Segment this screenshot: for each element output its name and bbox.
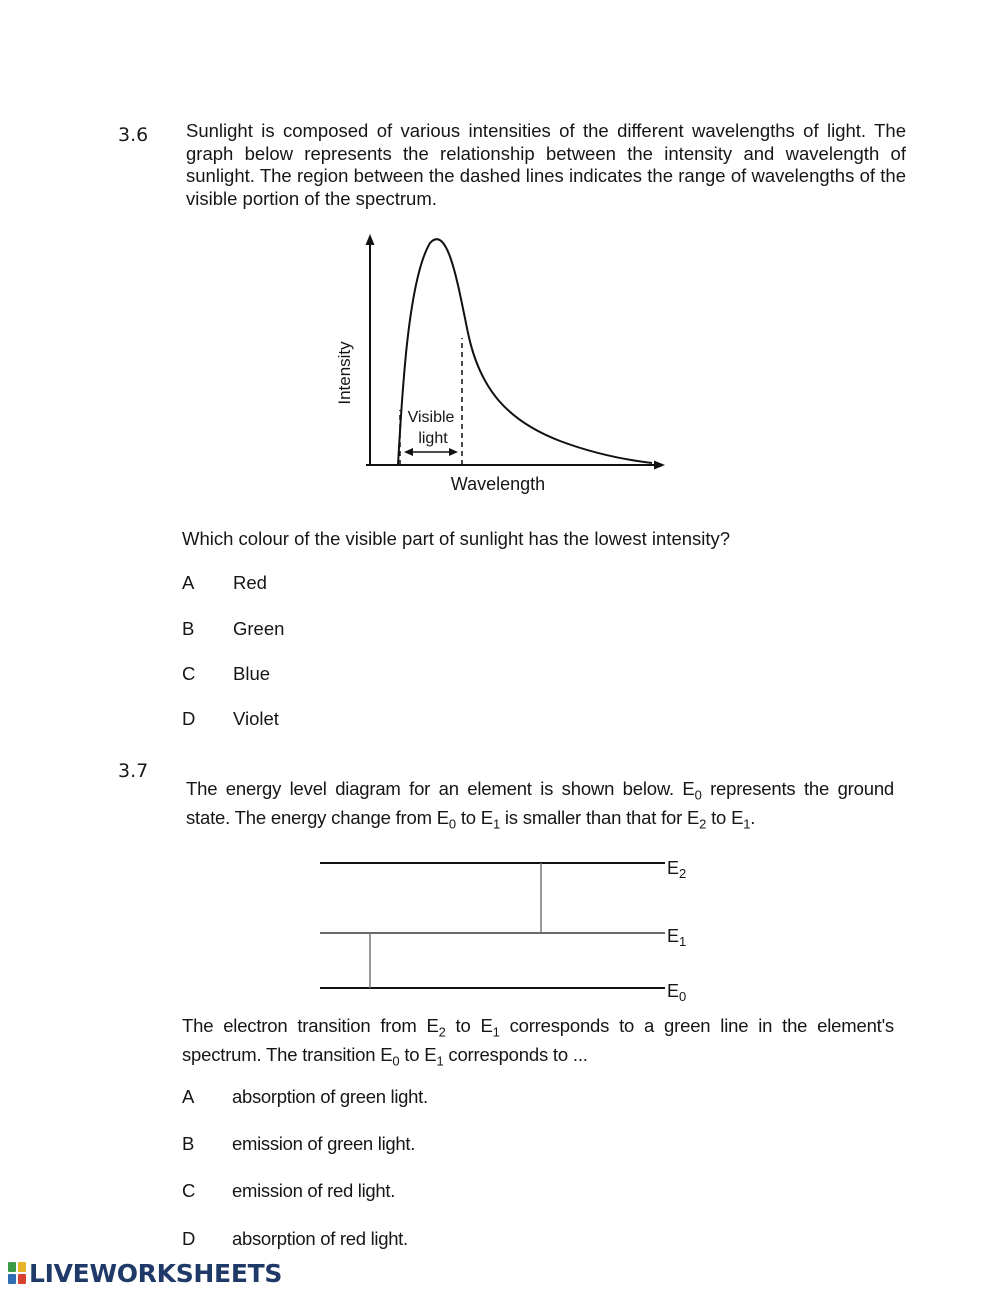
question-3-6-stem: Which colour of the visible part of sunlight has the lowest intensity? [182, 528, 731, 549]
stem-subscript: 1 [436, 1053, 444, 1069]
intro-text: The energy level diagram for an element is shown below. E [186, 778, 695, 799]
option-text[interactable]: Green [233, 618, 285, 639]
stem-subscript: 0 [392, 1053, 400, 1069]
option-text[interactable]: absorption of red light. [232, 1228, 408, 1249]
intensity-wavelength-graph [320, 225, 680, 505]
option-text[interactable]: Violet [233, 708, 279, 729]
y-axis-arrow [366, 234, 375, 245]
intro-subscript: 0 [694, 787, 702, 803]
question-number-3-7: 3.7 [118, 760, 149, 782]
question-3-7-intro [186, 778, 894, 836]
level-label-e0: $E_0$ [667, 981, 687, 1004]
brand-mark-square [8, 1274, 16, 1284]
intro-subscript: 1 [492, 816, 500, 832]
question-3-7-stem [182, 1015, 894, 1073]
option-letter: B [182, 1133, 195, 1154]
energy-level-diagram [310, 850, 720, 1010]
option-text[interactable]: emission of green light. [232, 1133, 416, 1154]
stem-subscript: 2 [438, 1024, 446, 1040]
x-axis-label: Wavelength [450, 474, 546, 494]
option-letter: C [182, 663, 196, 684]
level-label-e1: $E_1$ [667, 926, 687, 949]
stem-text: corresponds to ... [443, 1044, 588, 1066]
intro-text: to E [706, 807, 744, 829]
level-label-e2: $E_2$ [667, 858, 687, 881]
brand-mark-square [18, 1262, 26, 1272]
visible-range-arrowhead-right [449, 448, 458, 456]
brand-mark-icon [8, 1262, 26, 1284]
intro-text: to E [455, 807, 493, 829]
visible-range-arrowhead-left [404, 448, 413, 456]
intro-subscript: 0 [448, 816, 456, 832]
intro-text: . [750, 807, 756, 829]
option-text[interactable]: absorption of green light. [232, 1086, 428, 1107]
intro-text: represents the ground state. The energy change from E [186, 778, 894, 829]
option-letter: D [182, 708, 196, 729]
visible-light-label-line1: Visible [407, 409, 455, 426]
stem-text: corresponds to a green line in the element's spectrum. The transition E [182, 1015, 894, 1066]
option-text[interactable]: emission of red light. [232, 1180, 396, 1201]
intro-subscript: 2 [699, 816, 707, 832]
option-text[interactable]: Red [233, 572, 267, 593]
stem-text: to E [445, 1015, 493, 1036]
stem-text: to E [399, 1044, 437, 1066]
stem-subscript: 1 [492, 1024, 500, 1040]
option-letter: D [182, 1228, 196, 1249]
question-number-3-6: 3.6 [118, 124, 149, 146]
question-3-6-intro: Sunlight is composed of various intensities of the different wavelengths of light. The graph below represents the relationship between the intensity and wavelength of sunlight. The region between the dashed lines indicates the range of wavelengths of the visible portion of the spectrum. [186, 120, 906, 209]
brand-name: LIVEWORKSHEETS [29, 1258, 283, 1288]
option-letter: A [182, 572, 195, 593]
stem-text: The electron transition from E [182, 1015, 439, 1036]
brand-mark-square [18, 1274, 26, 1284]
intro-subscript: 1 [743, 816, 751, 832]
y-axis-label: Intensity [335, 341, 354, 405]
option-letter: B [182, 618, 195, 639]
brand-mark-square [8, 1262, 16, 1272]
option-text[interactable]: Blue [233, 663, 271, 684]
visible-light-label-line2: light [418, 430, 448, 447]
option-letter: C [182, 1180, 196, 1201]
liveworksheets-logo[interactable] [8, 1258, 282, 1288]
intro-text: is smaller than that for E [499, 807, 700, 829]
x-axis-arrow [654, 461, 665, 470]
option-letter: A [182, 1086, 195, 1107]
